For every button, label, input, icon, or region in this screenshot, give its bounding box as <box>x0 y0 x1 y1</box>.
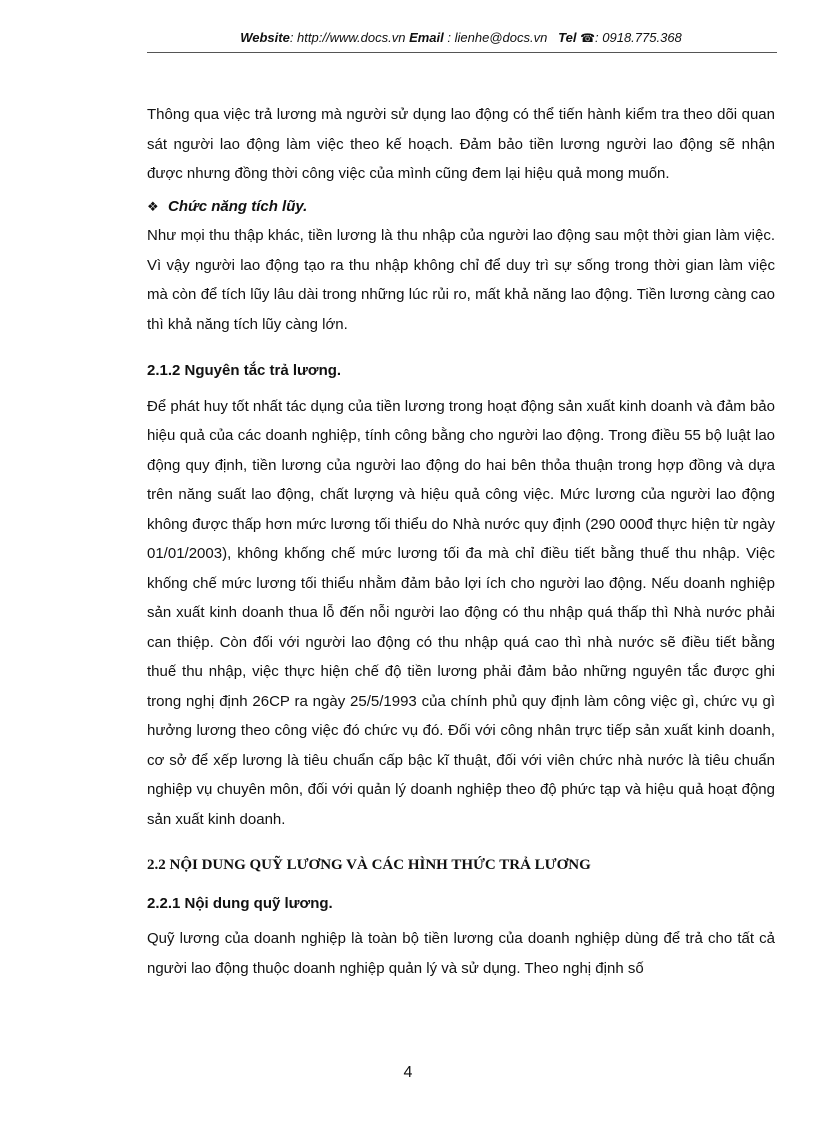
document-body <box>147 100 775 983</box>
paragraph-text: Quỹ lương của doanh nghiệp là toàn bộ tiền lương của doanh nghiệp dùng để trả cho tất cả người lao động thuộc doanh nghiệp quản lý và sử dụng. Theo nghị định số <box>147 930 775 977</box>
page-header <box>147 30 775 45</box>
paragraph-text: Để phát huy tốt nhất tác dụng của tiền lương trong hoạt động sản xuất kinh doanh và đảm bảo hiệu quả của các doanh nghiệp, tính công bằng cho người lao động. Trong điều 55 bộ luật lao động quy định, tiền lương của người lao động do hai bên thỏa thuận trong hợp đồng và dựa trên năng suất lao động, chất lượng và hiệu quả công việc. Mức lương của người lao động không được thấp hơn mức lương tối thiểu do Nhà nước quy định (290 000đ thực hiện từ ngày 01/01/2003), không khống chế mức lương tối đa mà chỉ điều tiết bằng thuế thu nhập. Việc khống chế mức lương tối thiểu nhằm đảm bảo lợi ích cho người lao động. Nếu doanh nghiệp sản xuất kinh doanh thua lỗ đến nỗi người lao động có thu nhập quá thấp thì Nhà nước phải can thiệp. Còn đối với người lao động có thu nhập quá cao thì nhà nước sẽ điều tiết bằng thuế thu nhập, việc thực hiện chế độ tiền lương phải đảm bảo những nguyên tắc được ghi trong nghị định 26CP ra ngày 25/5/1993 của chính phủ quy định làm công việc gì, chức vụ gì hưởng lương theo công việc đó chức vụ đó. Đối với công nhân trực tiếp sản xuất kinh doanh, cơ sở để xếp lương là tiêu chuẩn cấp bậc kĩ thuật, đối với viên chức nhà nước là tiêu chuẩn nghiệp vụ chuyên môn, đối với quản lý doanh nghiệp theo độ phức tạp và hiệu quả hoạt động sản xuất kinh doanh. <box>147 397 775 828</box>
paragraph-wage-fund <box>147 924 775 983</box>
section-heading-2-1-2: 2.1.2 Nguyên tắc trả lương. <box>147 362 342 379</box>
bullet-heading <box>147 192 775 222</box>
section-heading-2-2-1: 2.2.1 Nội dung quỹ lương. <box>147 894 333 912</box>
tel-value: : 0918.775.368 <box>595 30 682 45</box>
tel-label: Tel <box>558 30 577 45</box>
paragraph-accumulation <box>147 221 775 339</box>
phone-icon: ☎ <box>580 31 596 45</box>
paragraph-payment-monitoring <box>147 100 775 189</box>
website-value: : http://www.docs.vn <box>289 30 406 45</box>
header-divider <box>147 52 777 53</box>
diamond-bullet-icon: ❖ <box>147 198 159 214</box>
email-value: : lienhe@docs.vn <box>447 30 548 45</box>
email-label: Email <box>409 30 444 45</box>
paragraph-principles <box>147 392 775 835</box>
website-label: Website <box>240 30 290 45</box>
paragraph-text: Như mọi thu thập khác, tiền lương là thu nhập của người lao động sau một thời gian làm việc. Vì vậy người lao động tạo ra thu nhập không chỉ để duy trì sự sống trong thời gian làm việc mà còn để tích lũy lâu dài trong những lúc rủi ro, mất khả năng lao động. Tiền lương càng cao thì khả năng tích lũy càng lớn. <box>147 227 775 333</box>
section-heading-2-2: 2.2 NỘI DUNG QUỸ LƯƠNG VÀ CÁC HÌNH THỨC TRẢ LƯƠNG <box>147 857 591 873</box>
paragraph-text: Thông qua việc trả lương mà người sử dụng lao động có thể tiến hành kiểm tra theo dõi quan sát người lao động làm việc theo kế hoạch. Đảm bảo tiền lương người lao động sẽ nhận được nhưng đồng thời công việc của mình cũng đem lại hiệu quả mong muốn. <box>147 106 775 182</box>
page-number: 4 <box>403 1064 413 1081</box>
bullet-heading-text: Chức năng tích lũy. <box>168 197 308 215</box>
